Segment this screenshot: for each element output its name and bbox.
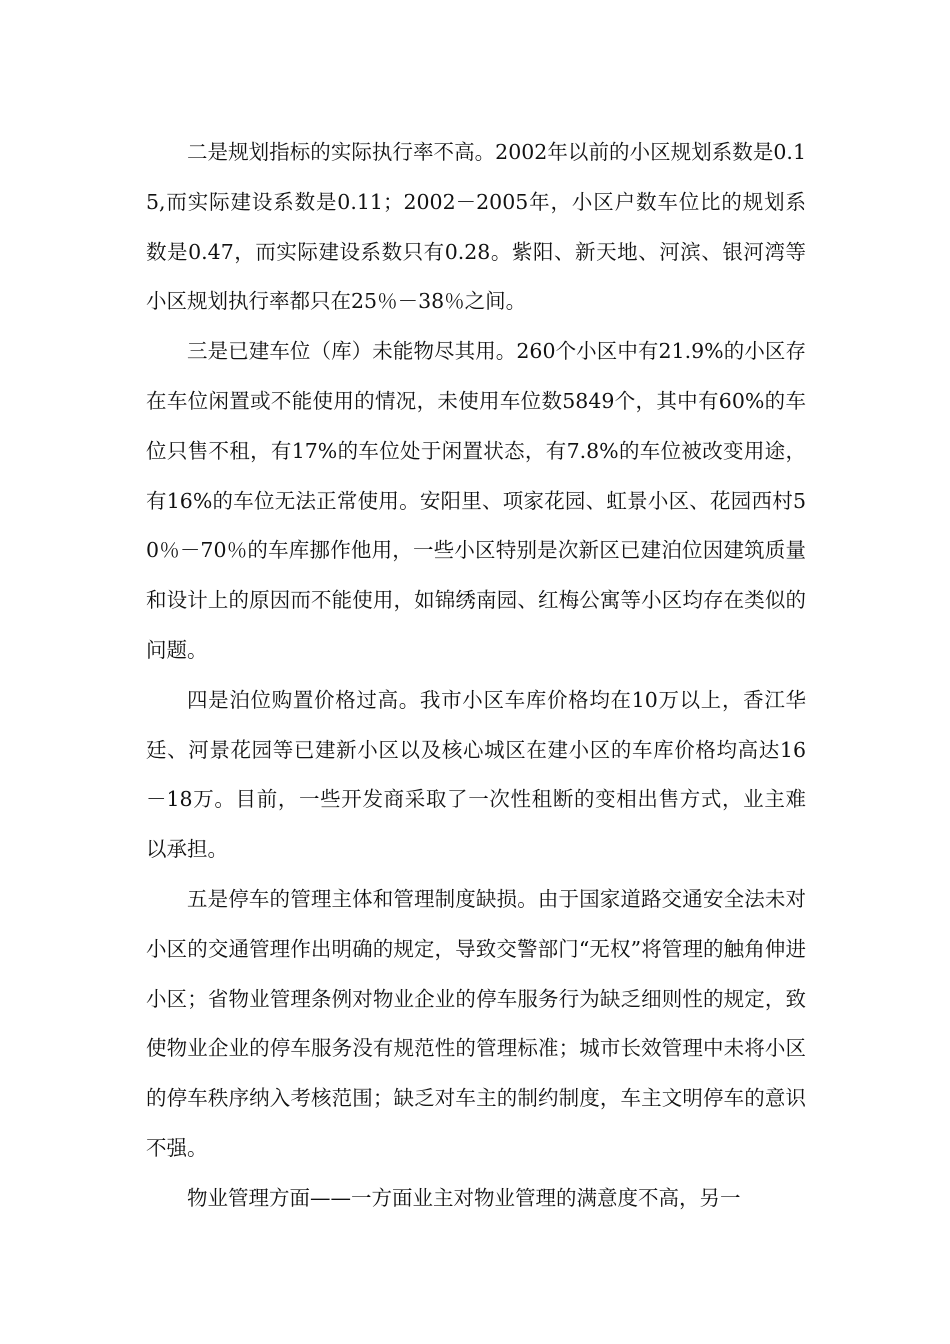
paragraph-management-system: 五是停车的管理主体和管理制度缺损。由于国家道路交通安全法未对小区的交通管理作出明确的规定，导致交警部门“无权”将管理的触角伸进小区；省物业管理条例对物业企业的停车服务行为缺乏细则性的规定，致使物业企业的停车服务没有规范性的管理标准；城市长效管理中未将小区的停车秩序纳入考核范围；缺乏对车主的制约制度，车主文明停车的意识不强。 <box>146 886 806 1160</box>
paragraph-parking-price: 四是泊位购置价格过高。我市小区车库价格均在10万以上，香江华廷、河景花园等已建新小区以及核心城区在建小区的车库价格均高达16－18万。目前，一些开发商采取了一次性租断的变相出售方式，业主难以承担。 <box>146 687 806 862</box>
paragraph-property-management: 物业管理方面——一方面业主对物业管理的满意度不高，另一 <box>187 1185 741 1210</box>
paragraph-parking-utilization: 三是已建车位（库）未能物尽其用。260个小区中有21.9%的小区存在车位闲置或不能使用的情况，未使用车位数5849个，其中有60%的车位只售不租，有17%的车位处于闲置状态，有7.8%的车位被改变用途，有16%的车位无法正常使用。安阳里、项家花园、虹景小区、花园西村50％－70％的车库挪作他用，一些小区特别是次新区已建泊位因建筑质量和设计上的原因而不能使用，如锦绣南园、红梅公寓等小区均存在类似的问题。 <box>146 339 806 662</box>
document-body <box>146 128 806 1224</box>
paragraph-planning-execution: 二是规划指标的实际执行率不高。2002年以前的小区规划系数是0.15,而实际建设系数是0.11；2002－2005年，小区户数车位比的规划系数是0.47，而实际建设系数只有0.28。紫阳、新天地、河滨、银河湾等小区规划执行率都只在25％－38％之间。 <box>146 140 806 314</box>
